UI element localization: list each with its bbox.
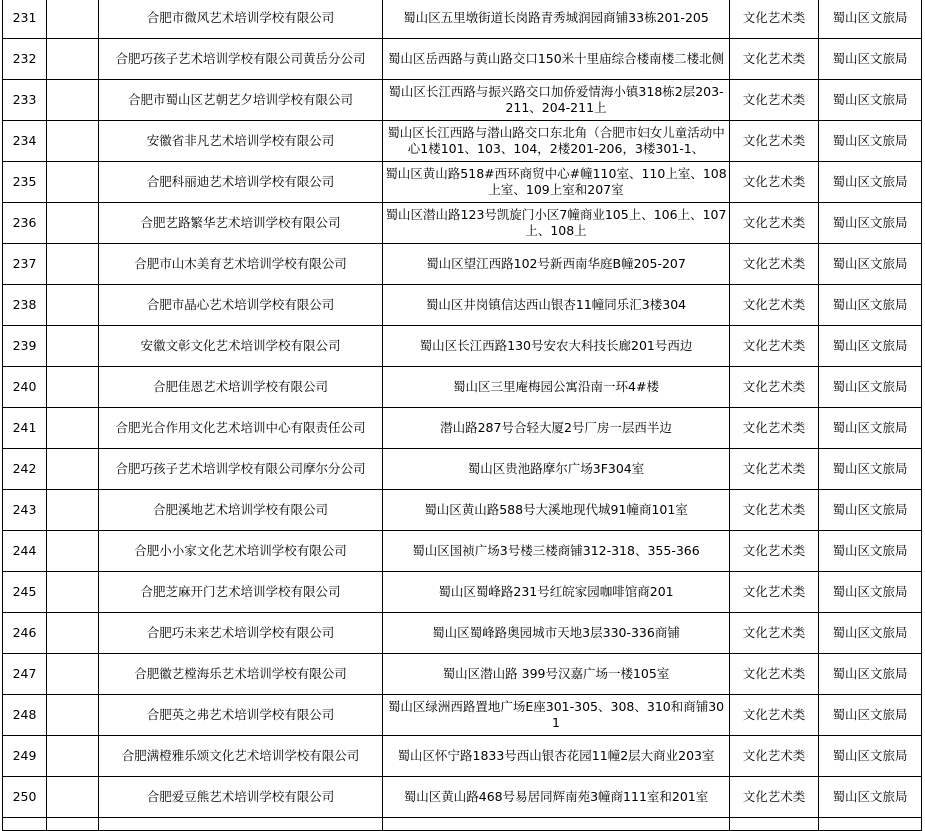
address-cell bbox=[383, 777, 730, 818]
table-row bbox=[3, 39, 922, 80]
authority-cell: 蜀山区文旅局 bbox=[819, 121, 922, 162]
blank-cell bbox=[47, 80, 99, 121]
blank-cell bbox=[47, 326, 99, 367]
blank-cell bbox=[47, 654, 99, 695]
authority-cell: 蜀山区文旅局 bbox=[819, 449, 922, 490]
authority-cell: 蜀山区文旅局 bbox=[819, 408, 922, 449]
address-text: 蜀山区岳西路与黄山路交口150米十里庙综合楼南楼二楼北侧 bbox=[387, 51, 725, 66]
authority-cell: 蜀山区文旅局 bbox=[819, 285, 922, 326]
category-cell: 文化艺术类 bbox=[730, 408, 819, 449]
authority-cell: 蜀山区文旅局 bbox=[819, 490, 922, 531]
institution-name-cell: 合肥满橙雅乐颂文化艺术培训学校有限公司 bbox=[99, 736, 383, 777]
address-text: 蜀山区黄山路468号易居同辉南苑3幢商111室和201室 bbox=[403, 789, 709, 804]
blank-cell bbox=[47, 736, 99, 777]
address-cell bbox=[383, 449, 730, 490]
address-text: 蜀山区怀宁路1833号西山银杏花园11幢2层大商业203室 bbox=[397, 748, 715, 763]
row-number-cell: 244 bbox=[3, 531, 47, 572]
institution-name-cell: 合肥溪地艺术培训学校有限公司 bbox=[99, 490, 383, 531]
address-cell bbox=[383, 367, 730, 408]
category-cell: 文化艺术类 bbox=[730, 572, 819, 613]
authority-cell: 蜀山区文旅局 bbox=[819, 203, 922, 244]
address-cell bbox=[383, 244, 730, 285]
address-text: 潜山路287号合轻大厦2号厂房一层西半边 bbox=[440, 420, 672, 435]
address-cell bbox=[383, 203, 730, 244]
address-cell bbox=[383, 736, 730, 777]
row-number-cell: 249 bbox=[3, 736, 47, 777]
institution-name-cell: 合肥徽艺樘海乐艺术培训学校有限公司 bbox=[99, 654, 383, 695]
address-text: 蜀山区黄山路518#西环商贸中心#幢110室、110上室、108上室、109上室和207室 bbox=[385, 166, 727, 197]
institution-name-cell: 合肥艺路繁华艺术培训学校有限公司 bbox=[99, 203, 383, 244]
authority-cell bbox=[819, 818, 922, 831]
blank-cell bbox=[47, 244, 99, 285]
blank-cell bbox=[47, 408, 99, 449]
row-number-cell: 233 bbox=[3, 80, 47, 121]
row-number-cell: 248 bbox=[3, 695, 47, 736]
blank-cell bbox=[47, 367, 99, 408]
category-cell: 文化艺术类 bbox=[730, 121, 819, 162]
category-cell: 文化艺术类 bbox=[730, 695, 819, 736]
address-text: 蜀山区长江西路130号安农大科技长廊201号西边 bbox=[419, 338, 693, 353]
authority-cell: 蜀山区文旅局 bbox=[819, 162, 922, 203]
row-number-cell: 243 bbox=[3, 490, 47, 531]
category-cell: 文化艺术类 bbox=[730, 736, 819, 777]
address-cell bbox=[383, 572, 730, 613]
institution-name-cell: 安徽文彰文化艺术培训学校有限公司 bbox=[99, 326, 383, 367]
institution-name-cell: 合肥巧孩子艺术培训学校有限公司摩尔分公司 bbox=[99, 449, 383, 490]
address-text: 蜀山区望江西路102号新西南华庭B幢205-207 bbox=[426, 256, 686, 271]
table-row bbox=[3, 203, 922, 244]
institution-name-cell: 合肥小小家文化艺术培训学校有限公司 bbox=[99, 531, 383, 572]
blank-cell bbox=[47, 531, 99, 572]
data-table bbox=[2, 0, 922, 831]
address-text: 蜀山区蜀峰路奥园城市天地3层330-336商铺 bbox=[432, 625, 680, 640]
address-text: 蜀山区井岗镇信达西山银杏11幢同乐汇3楼304 bbox=[425, 297, 687, 312]
institution-name-cell: 合肥市晶心艺术培训学校有限公司 bbox=[99, 285, 383, 326]
address-cell bbox=[383, 613, 730, 654]
address-text: 蜀山区国祯广场3号楼三楼商铺312-318、355-366 bbox=[412, 543, 700, 558]
authority-cell: 蜀山区文旅局 bbox=[819, 80, 922, 121]
address-text: 蜀山区贵池路摩尔广场3F304室 bbox=[467, 461, 645, 476]
table-row bbox=[3, 408, 922, 449]
table-row bbox=[3, 285, 922, 326]
authority-cell: 蜀山区文旅局 bbox=[819, 777, 922, 818]
address-cell bbox=[383, 408, 730, 449]
category-cell: 文化艺术类 bbox=[730, 531, 819, 572]
category-cell: 文化艺术类 bbox=[730, 39, 819, 80]
row-number-cell: 234 bbox=[3, 121, 47, 162]
address-text: 蜀山区绿洲西路置地广场E座301-305、308、310和商铺301 bbox=[387, 699, 725, 730]
address-cell bbox=[383, 654, 730, 695]
table-row bbox=[3, 490, 922, 531]
category-cell: 文化艺术类 bbox=[730, 162, 819, 203]
table-row bbox=[3, 367, 922, 408]
table-body bbox=[3, 0, 922, 831]
blank-cell bbox=[47, 162, 99, 203]
address-text: 蜀山区黄山路588号大溪地现代城91幢商101室 bbox=[424, 502, 688, 517]
row-number-cell: 235 bbox=[3, 162, 47, 203]
table-row bbox=[3, 572, 922, 613]
category-cell: 文化艺术类 bbox=[730, 80, 819, 121]
table-row bbox=[3, 531, 922, 572]
table-row-partial bbox=[3, 818, 922, 831]
category-cell: 文化艺术类 bbox=[730, 490, 819, 531]
blank-cell bbox=[47, 121, 99, 162]
blank-cell bbox=[47, 695, 99, 736]
address-text: 蜀山区三里庵梅园公寓沿南一环4#楼 bbox=[453, 379, 659, 394]
table-row bbox=[3, 736, 922, 777]
row-number-cell: 241 bbox=[3, 408, 47, 449]
blank-cell bbox=[47, 777, 99, 818]
institution-name-cell: 合肥巧孩子艺术培训学校有限公司黄岳分公司 bbox=[99, 39, 383, 80]
institution-name-cell: 合肥芝麻开门艺术培训学校有限公司 bbox=[99, 572, 383, 613]
institution-name-cell: 合肥市微风艺术培训学校有限公司 bbox=[99, 0, 383, 39]
authority-cell: 蜀山区文旅局 bbox=[819, 531, 922, 572]
row-number-cell: 232 bbox=[3, 39, 47, 80]
authority-cell: 蜀山区文旅局 bbox=[819, 613, 922, 654]
authority-cell: 蜀山区文旅局 bbox=[819, 367, 922, 408]
category-cell bbox=[730, 818, 819, 831]
table-row bbox=[3, 777, 922, 818]
institution-name-cell: 合肥市山木美育艺术培训学校有限公司 bbox=[99, 244, 383, 285]
address-text: 蜀山区潜山路123号凯旋门小区7幢商业105上、106上、107上、108上 bbox=[385, 207, 727, 238]
institution-name-cell: 合肥爱豆熊艺术培训学校有限公司 bbox=[99, 777, 383, 818]
row-number-cell bbox=[3, 818, 47, 831]
authority-cell: 蜀山区文旅局 bbox=[819, 39, 922, 80]
row-number-cell: 239 bbox=[3, 326, 47, 367]
address-text: 蜀山区五里墩街道长岗路青秀城润园商铺33栋201-205 bbox=[403, 10, 709, 25]
table-row bbox=[3, 162, 922, 203]
address-cell bbox=[383, 818, 730, 831]
authority-cell: 蜀山区文旅局 bbox=[819, 244, 922, 285]
row-number-cell: 246 bbox=[3, 613, 47, 654]
blank-cell bbox=[47, 39, 99, 80]
institution-name-cell: 合肥佳恩艺术培训学校有限公司 bbox=[99, 367, 383, 408]
authority-cell: 蜀山区文旅局 bbox=[819, 326, 922, 367]
row-number-cell: 242 bbox=[3, 449, 47, 490]
address-text: 蜀山区潜山路 399号汉嘉广场一楼105室 bbox=[442, 666, 670, 681]
category-cell: 文化艺术类 bbox=[730, 326, 819, 367]
address-cell bbox=[383, 285, 730, 326]
category-cell: 文化艺术类 bbox=[730, 613, 819, 654]
address-text: 蜀山区长江西路与振兴路交口加侨爱情海小镇318栋2层203-211、204-211上 bbox=[388, 84, 724, 115]
category-cell: 文化艺术类 bbox=[730, 777, 819, 818]
authority-cell: 蜀山区文旅局 bbox=[819, 736, 922, 777]
row-number-cell: 247 bbox=[3, 654, 47, 695]
institution-name-cell: 安徽省非凡艺术培训学校有限公司 bbox=[99, 121, 383, 162]
table-row bbox=[3, 449, 922, 490]
address-cell bbox=[383, 531, 730, 572]
address-text: 蜀山区蜀峰路231号红皖家园咖啡馆商201 bbox=[438, 584, 674, 599]
category-cell: 文化艺术类 bbox=[730, 0, 819, 39]
institution-name-cell: 合肥科丽迪艺术培训学校有限公司 bbox=[99, 162, 383, 203]
blank-cell bbox=[47, 490, 99, 531]
address-cell bbox=[383, 39, 730, 80]
table-row bbox=[3, 0, 922, 39]
row-number-cell: 236 bbox=[3, 203, 47, 244]
blank-cell bbox=[47, 818, 99, 831]
address-cell bbox=[383, 0, 730, 39]
row-number-cell: 231 bbox=[3, 0, 47, 39]
institution-name-cell bbox=[99, 818, 383, 831]
address-text: 蜀山区长江西路与潜山路交口东北角（合肥市妇女儿童活动中心1楼101、103、104，2楼201-206，3楼301-1、 bbox=[387, 125, 725, 156]
table-row bbox=[3, 326, 922, 367]
category-cell: 文化艺术类 bbox=[730, 285, 819, 326]
blank-cell bbox=[47, 572, 99, 613]
blank-cell bbox=[47, 0, 99, 39]
blank-cell bbox=[47, 449, 99, 490]
table-row bbox=[3, 654, 922, 695]
authority-cell: 蜀山区文旅局 bbox=[819, 0, 922, 39]
address-cell bbox=[383, 162, 730, 203]
category-cell: 文化艺术类 bbox=[730, 203, 819, 244]
row-number-cell: 240 bbox=[3, 367, 47, 408]
institution-name-cell: 合肥巧未来艺术培训学校有限公司 bbox=[99, 613, 383, 654]
blank-cell bbox=[47, 203, 99, 244]
category-cell: 文化艺术类 bbox=[730, 244, 819, 285]
table-row bbox=[3, 613, 922, 654]
table-row bbox=[3, 695, 922, 736]
table-row bbox=[3, 244, 922, 285]
row-number-cell: 250 bbox=[3, 777, 47, 818]
institution-name-cell: 合肥市蜀山区艺朝艺夕培训学校有限公司 bbox=[99, 80, 383, 121]
category-cell: 文化艺术类 bbox=[730, 654, 819, 695]
institution-name-cell: 合肥光合作用文化艺术培训中心有限责任公司 bbox=[99, 408, 383, 449]
table-row bbox=[3, 80, 922, 121]
row-number-cell: 245 bbox=[3, 572, 47, 613]
blank-cell bbox=[47, 285, 99, 326]
authority-cell: 蜀山区文旅局 bbox=[819, 695, 922, 736]
blank-cell bbox=[47, 613, 99, 654]
address-cell bbox=[383, 695, 730, 736]
row-number-cell: 238 bbox=[3, 285, 47, 326]
authority-cell: 蜀山区文旅局 bbox=[819, 572, 922, 613]
row-number-cell: 237 bbox=[3, 244, 47, 285]
institution-name-cell: 合肥英之弗艺术培训学校有限公司 bbox=[99, 695, 383, 736]
authority-cell: 蜀山区文旅局 bbox=[819, 654, 922, 695]
address-cell bbox=[383, 326, 730, 367]
category-cell: 文化艺术类 bbox=[730, 449, 819, 490]
table-row bbox=[3, 121, 922, 162]
category-cell: 文化艺术类 bbox=[730, 367, 819, 408]
address-cell bbox=[383, 80, 730, 121]
address-cell bbox=[383, 490, 730, 531]
address-cell bbox=[383, 121, 730, 162]
